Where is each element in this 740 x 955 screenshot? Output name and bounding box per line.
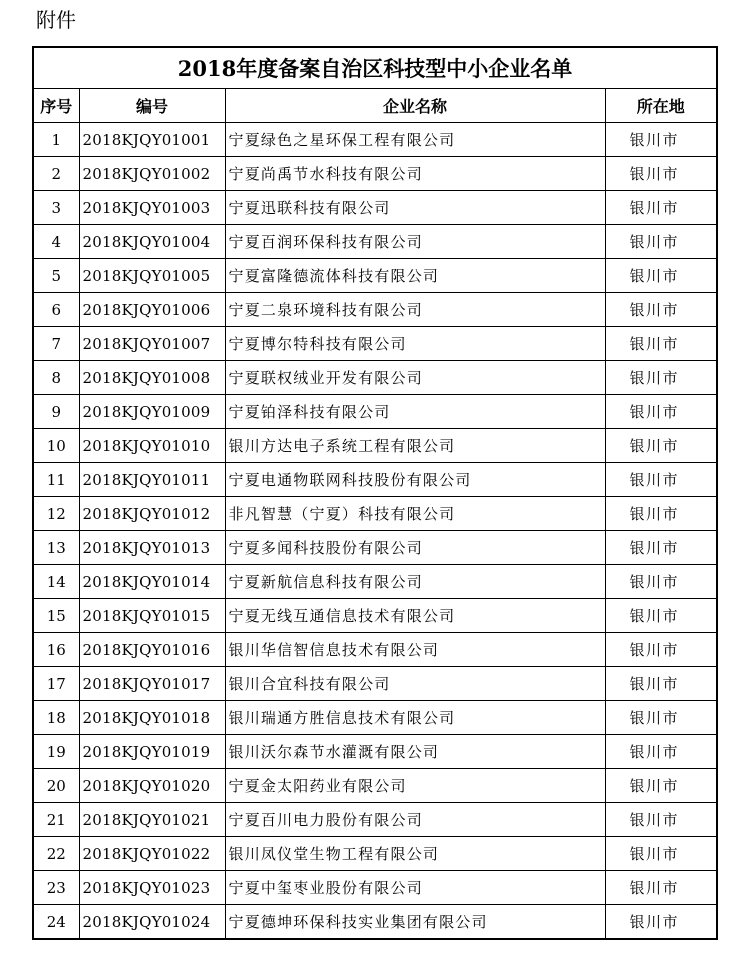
- table-row: [33, 599, 717, 633]
- table-row: [33, 531, 717, 565]
- table-row: [33, 327, 717, 361]
- row-seq: 18: [33, 701, 79, 735]
- row-seq: 1: [33, 123, 79, 157]
- row-company-name: 宁夏绿色之星环保工程有限公司: [225, 123, 605, 157]
- row-company-name: 宁夏迅联科技有限公司: [225, 191, 605, 225]
- row-company-name: 宁夏二泉环境科技有限公司: [225, 293, 605, 327]
- row-seq: 11: [33, 463, 79, 497]
- row-company-name: 银川合宜科技有限公司: [225, 667, 605, 701]
- row-company-name: 宁夏电通物联网科技股份有限公司: [225, 463, 605, 497]
- row-location: 银川市: [605, 667, 717, 701]
- row-location: 银川市: [605, 735, 717, 769]
- enterprise-list-table: [32, 46, 718, 940]
- row-company-name: 非凡智慧（宁夏）科技有限公司: [225, 497, 605, 531]
- row-location: 银川市: [605, 429, 717, 463]
- row-seq: 24: [33, 905, 79, 940]
- row-seq: 10: [33, 429, 79, 463]
- table-row: [33, 259, 717, 293]
- row-code: 2018KJQY01019: [79, 735, 225, 769]
- row-seq: 3: [33, 191, 79, 225]
- row-location: 银川市: [605, 361, 717, 395]
- row-seq: 6: [33, 293, 79, 327]
- table-row: [33, 803, 717, 837]
- row-location: 银川市: [605, 497, 717, 531]
- row-seq: 14: [33, 565, 79, 599]
- row-company-name: 宁夏新航信息科技有限公司: [225, 565, 605, 599]
- row-seq: 20: [33, 769, 79, 803]
- table-row: [33, 837, 717, 871]
- row-company-name: 宁夏铂泽科技有限公司: [225, 395, 605, 429]
- table-row: [33, 225, 717, 259]
- table-row: [33, 497, 717, 531]
- row-code: 2018KJQY01010: [79, 429, 225, 463]
- row-company-name: 宁夏德坤环保科技实业集团有限公司: [225, 905, 605, 940]
- row-location: 银川市: [605, 633, 717, 667]
- row-company-name: 银川瑞通方胜信息技术有限公司: [225, 701, 605, 735]
- row-code: 2018KJQY01016: [79, 633, 225, 667]
- row-company-name: 宁夏无线互通信息技术有限公司: [225, 599, 605, 633]
- table-row: [33, 769, 717, 803]
- row-company-name: 银川方达电子系统工程有限公司: [225, 429, 605, 463]
- row-seq: 8: [33, 361, 79, 395]
- table-row: [33, 701, 717, 735]
- row-company-name: 银川凤仪堂生物工程有限公司: [225, 837, 605, 871]
- row-code: 2018KJQY01006: [79, 293, 225, 327]
- row-location: 银川市: [605, 327, 717, 361]
- row-seq: 22: [33, 837, 79, 871]
- table-row: [33, 565, 717, 599]
- table-row: [33, 463, 717, 497]
- row-code: 2018KJQY01013: [79, 531, 225, 565]
- row-code: 2018KJQY01003: [79, 191, 225, 225]
- row-seq: 9: [33, 395, 79, 429]
- row-company-name: 银川华信智信息技术有限公司: [225, 633, 605, 667]
- row-company-name: 宁夏富隆德流体科技有限公司: [225, 259, 605, 293]
- row-company-name: 宁夏百润环保科技有限公司: [225, 225, 605, 259]
- row-location: 银川市: [605, 905, 717, 940]
- attachment-label: 附件: [36, 8, 76, 32]
- row-location: 银川市: [605, 701, 717, 735]
- row-location: 银川市: [605, 871, 717, 905]
- table-row: [33, 395, 717, 429]
- row-code: 2018KJQY01021: [79, 803, 225, 837]
- row-code: 2018KJQY01007: [79, 327, 225, 361]
- row-company-name: 银川沃尔森节水灌溉有限公司: [225, 735, 605, 769]
- column-header-code: 编号: [79, 89, 225, 123]
- row-seq: 21: [33, 803, 79, 837]
- row-company-name: 宁夏联权绒业开发有限公司: [225, 361, 605, 395]
- row-code: 2018KJQY01024: [79, 905, 225, 940]
- table-row: [33, 191, 717, 225]
- row-location: 银川市: [605, 565, 717, 599]
- row-company-name: 宁夏尚禹节水科技有限公司: [225, 157, 605, 191]
- table-title: 2018年度备案自治区科技型中小企业名单: [33, 47, 717, 89]
- row-location: 银川市: [605, 293, 717, 327]
- row-location: 银川市: [605, 191, 717, 225]
- row-seq: 17: [33, 667, 79, 701]
- row-code: 2018KJQY01014: [79, 565, 225, 599]
- row-seq: 15: [33, 599, 79, 633]
- row-location: 银川市: [605, 225, 717, 259]
- row-code: 2018KJQY01022: [79, 837, 225, 871]
- table-body: [33, 123, 717, 940]
- row-location: 银川市: [605, 837, 717, 871]
- row-seq: 5: [33, 259, 79, 293]
- table-row: [33, 361, 717, 395]
- row-company-name: 宁夏金太阳药业有限公司: [225, 769, 605, 803]
- row-code: 2018KJQY01020: [79, 769, 225, 803]
- row-seq: 7: [33, 327, 79, 361]
- table-row: [33, 905, 717, 940]
- row-company-name: 宁夏中玺枣业股份有限公司: [225, 871, 605, 905]
- row-seq: 23: [33, 871, 79, 905]
- table-row: [33, 735, 717, 769]
- row-location: 银川市: [605, 123, 717, 157]
- row-seq: 16: [33, 633, 79, 667]
- row-location: 银川市: [605, 259, 717, 293]
- row-location: 银川市: [605, 463, 717, 497]
- header-row: [33, 89, 717, 123]
- row-company-name: 宁夏百川电力股份有限公司: [225, 803, 605, 837]
- row-code: 2018KJQY01023: [79, 871, 225, 905]
- row-location: 银川市: [605, 531, 717, 565]
- column-header-location: 所在地: [605, 89, 717, 123]
- row-seq: 19: [33, 735, 79, 769]
- table-row: [33, 157, 717, 191]
- row-location: 银川市: [605, 157, 717, 191]
- title-row: [33, 47, 717, 89]
- column-header-seq: 序号: [33, 89, 79, 123]
- row-company-name: 宁夏博尔特科技有限公司: [225, 327, 605, 361]
- table-row: [33, 667, 717, 701]
- row-location: 银川市: [605, 395, 717, 429]
- row-location: 银川市: [605, 599, 717, 633]
- row-code: 2018KJQY01015: [79, 599, 225, 633]
- row-code: 2018KJQY01011: [79, 463, 225, 497]
- row-location: 银川市: [605, 769, 717, 803]
- table-row: [33, 293, 717, 327]
- row-code: 2018KJQY01005: [79, 259, 225, 293]
- row-code: 2018KJQY01004: [79, 225, 225, 259]
- row-seq: 13: [33, 531, 79, 565]
- row-code: 2018KJQY01001: [79, 123, 225, 157]
- row-code: 2018KJQY01018: [79, 701, 225, 735]
- table-row: [33, 123, 717, 157]
- row-company-name: 宁夏多闻科技股份有限公司: [225, 531, 605, 565]
- table-row: [33, 871, 717, 905]
- row-code: 2018KJQY01002: [79, 157, 225, 191]
- row-location: 银川市: [605, 803, 717, 837]
- row-seq: 4: [33, 225, 79, 259]
- row-code: 2018KJQY01008: [79, 361, 225, 395]
- row-code: 2018KJQY01012: [79, 497, 225, 531]
- table-row: [33, 633, 717, 667]
- row-seq: 2: [33, 157, 79, 191]
- table-row: [33, 429, 717, 463]
- column-header-name: 企业名称: [225, 89, 605, 123]
- row-seq: 12: [33, 497, 79, 531]
- row-code: 2018KJQY01009: [79, 395, 225, 429]
- row-code: 2018KJQY01017: [79, 667, 225, 701]
